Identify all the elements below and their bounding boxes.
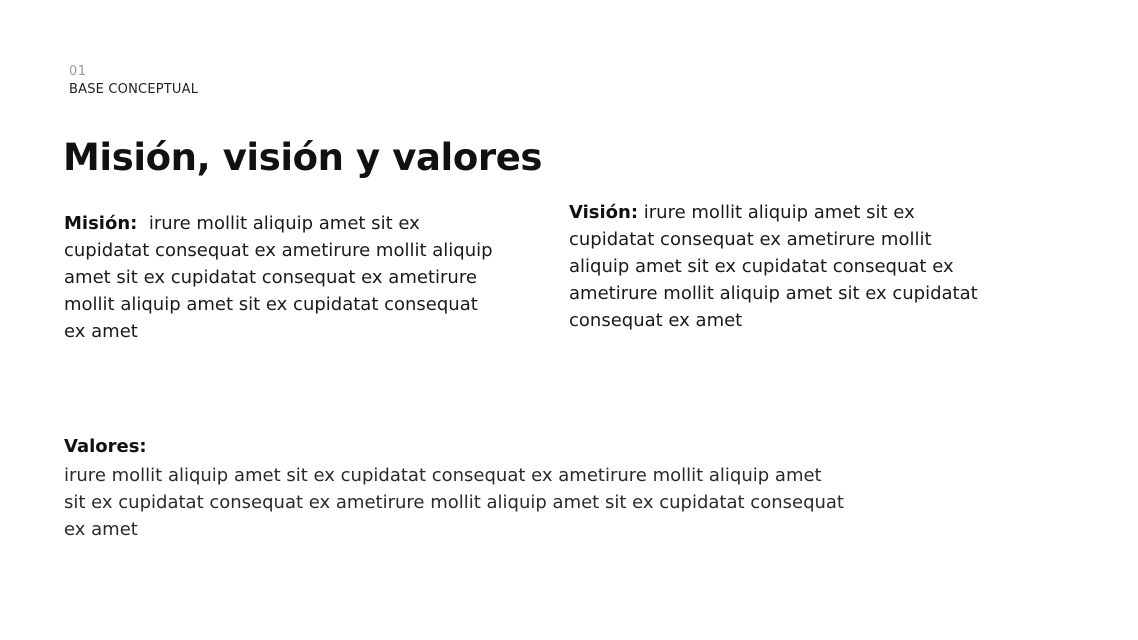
mision-text: irure mollit aliquip amet sit ex cupidatat consequat ex ametirure mollit aliquip amet sit ex cupidatat consequat ex ametirure mollit aliquip amet sit ex cupidatat consequat ex amet (64, 213, 493, 342)
mision-block (64, 210, 494, 345)
mision-label: Misión: (64, 213, 138, 234)
page-title: Misión, visión y valores (63, 136, 543, 179)
valores-label: Valores: (64, 436, 147, 457)
section-label: BASE CONCEPTUAL (69, 82, 199, 97)
vision-text: irure mollit aliquip amet sit ex cupidatat consequat ex ametirure mollit aliquip amet sit ex cupidatat consequat ex ametirure mollit aliquip amet sit ex cupidatat consequat ex amet (569, 202, 978, 331)
vision-block (569, 199, 979, 334)
vision-label: Visión: (569, 202, 639, 223)
valores-text: irure mollit aliquip amet sit ex cupidatat consequat ex ametirure mollit aliquip amet sit ex cupidatat consequat ex ametirure mollit aliquip amet sit ex cupidatat consequat ex amet (64, 465, 844, 540)
section-number: 01 (69, 64, 87, 79)
